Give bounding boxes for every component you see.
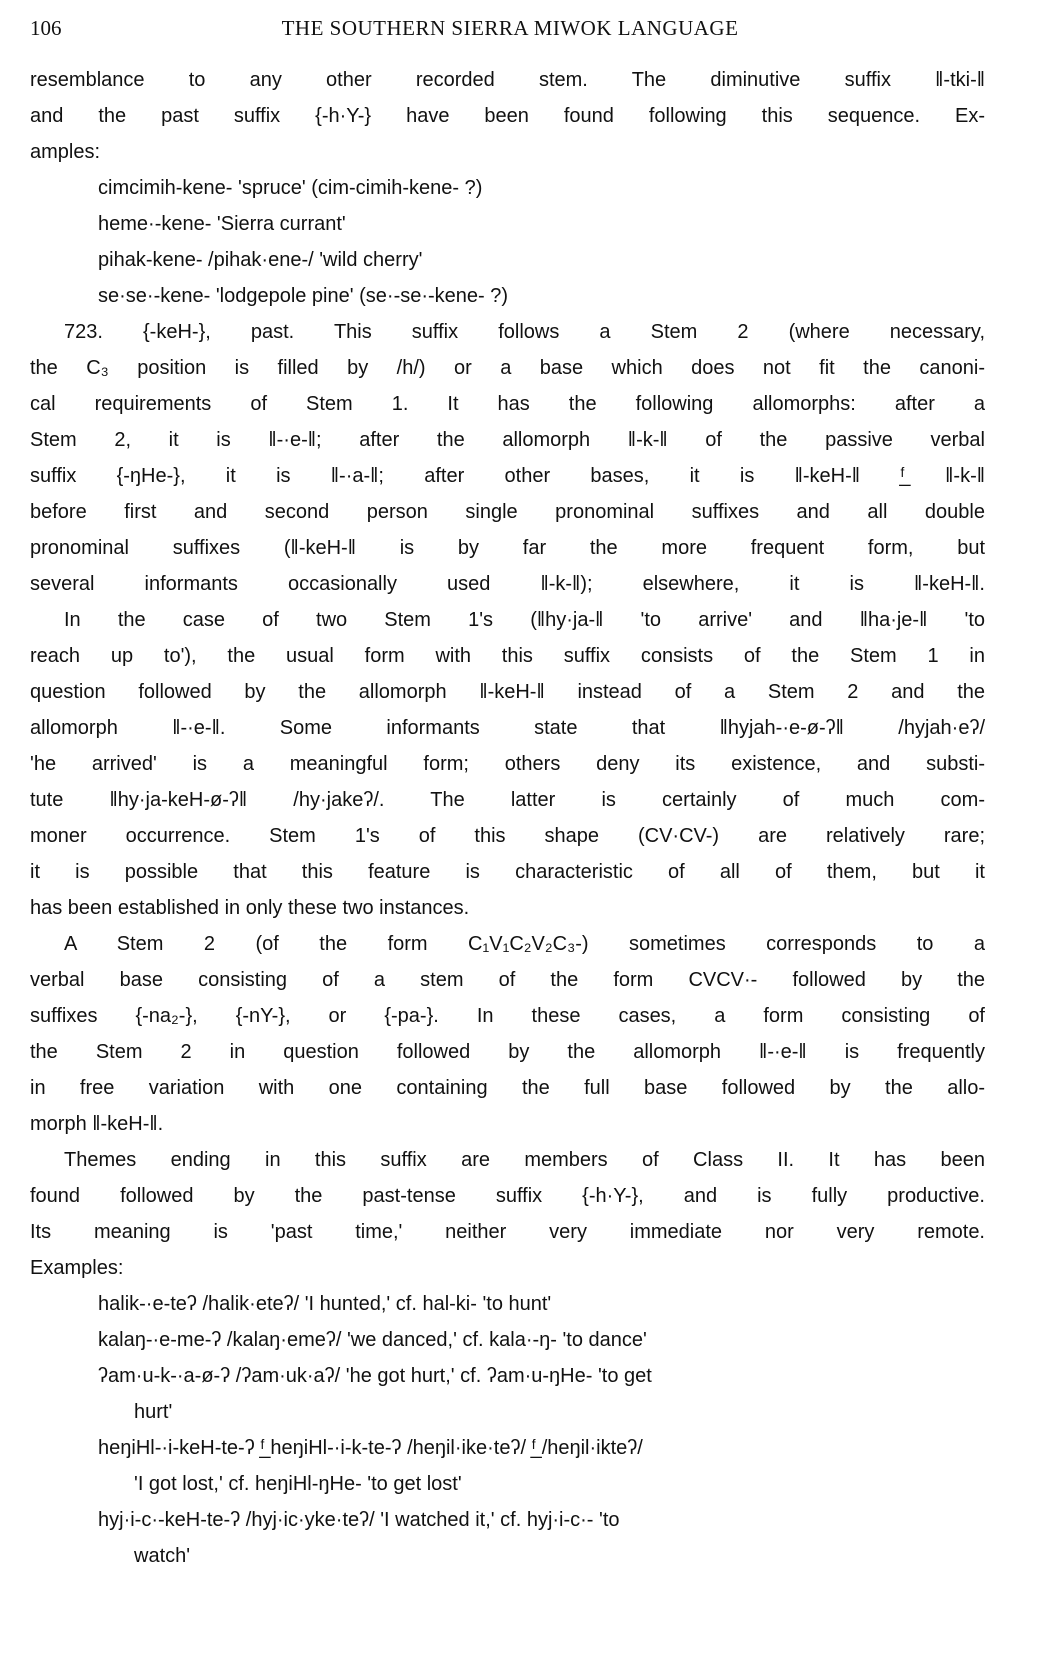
text-line: 723. {-keH-}, past. This suffix follows a Stem 2 (where necessary, [64,321,985,343]
text-line: ʔam·u-k-·a-ø-ʔ /ʔam·uk·aʔ/ 'he got hurt,' cf. ʔam·u-ŋHe- 'to get [98,1365,652,1387]
text-line: reach up to'), the usual form with this suffix consists of the Stem 1 in [30,645,985,667]
text-line: suffix {-ŋHe-}, it is ‖-·a-‖; after other bases, it is ‖-keH-‖ ᶠ̲ ‖-k-‖ [30,465,985,487]
text-line: heŋiHl-·i-keH-te-ʔ ᶠ̲ heŋiHl-·i-k-te-ʔ /heŋil·ike·teʔ/ ᶠ̲ /heŋil·ikteʔ/ [98,1437,643,1459]
text-line: 'I got lost,' cf. heŋiHl-ŋHe- 'to get lost' [134,1473,462,1495]
text-line: found followed by the past-tense suffix {-h·Y-}, and is fully productive. [30,1185,985,1207]
text-line: cal requirements of Stem 1. It has the following allomorphs: after a [30,393,985,415]
text-line: cimcimih-kene- 'spruce' (cim-cimih-kene- ?) [98,177,483,199]
text-line: pihak-kene- /pihak·ene-/ 'wild cherry' [98,249,423,271]
text-line: watch' [134,1545,191,1567]
page-header [30,16,990,46]
text-line: question followed by the allomorph ‖-keH-‖ instead of a Stem 2 and the [30,681,985,703]
text-line: before first and second person single pronominal suffixes and all double [30,501,985,523]
text-line: se·se·-kene- 'lodgepole pine' (se·-se·-kene- ?) [98,285,509,307]
text-line: kalaŋ-·e-me-ʔ /kalaŋ·emeʔ/ 'we danced,' cf. kala·-ŋ- 'to dance' [98,1329,647,1351]
text-line: suffixes {-na₂-}, {-nY-}, or {-pa-}. In these cases, a form consisting of [30,1005,985,1027]
text-line: amples: [30,141,101,163]
text-line: moner occurrence. Stem 1's of this shape (CV·CV-) are relatively rare; [30,825,985,847]
text-line: verbal base consisting of a stem of the form CVCV·- followed by the [30,969,985,991]
page-number: 106 [30,16,62,40]
text-line: Its meaning is 'past time,' neither very immediate nor very remote. [30,1221,985,1243]
text-line: In the case of two Stem 1's (‖hy·ja-‖ 'to arrive' and ‖ha·je-‖ 'to [64,609,985,631]
text-line: hurt' [134,1401,173,1423]
text-line: allomorph ‖-·e-‖. Some informants state that ‖hyjah-·e-ø-ʔ‖ /hyjah·eʔ/ [30,717,985,739]
text-line: pronominal suffixes (‖-keH-‖ is by far the more frequent form, but [30,537,985,559]
text-line: in free variation with one containing the full base followed by the allo- [30,1077,985,1099]
text-line: Stem 2, it is ‖-·e-‖; after the allomorph ‖-k-‖ of the passive verbal [30,429,985,451]
text-line: hyj·i-c·-keH-te-ʔ /hyj·ic·yke·teʔ/ 'I watched it,' cf. hyj·i-c·- 'to [98,1509,620,1531]
text-line: heme·-kene- 'Sierra currant' [98,213,346,235]
text-line: resemblance to any other recorded stem. The diminutive suffix ‖-tki-‖ [30,69,985,91]
text-line: the Stem 2 in question followed by the allomorph ‖-·e-‖ is frequently [30,1041,985,1063]
text-line: Themes ending in this suffix are members of Class II. It has been [64,1149,985,1171]
text-line: and the past suffix {-h·Y-} have been found following this sequence. Ex- [30,105,985,127]
text-line: Examples: [30,1257,124,1279]
running-title: THE SOUTHERN SIERRA MIWOK LANGUAGE [281,16,739,40]
text-line: has been established in only these two instances. [30,897,470,919]
text-line: halik-·e-teʔ /halik·eteʔ/ 'I hunted,' cf. hal-ki- 'to hunt' [98,1293,552,1315]
body-text [30,62,985,1574]
text-line: tute ‖hy·ja-keH-ø-ʔ‖ /hy·jakeʔ/. The latter is certainly of much com- [30,789,985,811]
text-line: it is possible that this feature is characteristic of all of them, but it [30,861,985,883]
text-line: 'he arrived' is a meaningful form; others deny its existence, and substi- [30,753,985,775]
text-line: A Stem 2 (of the form C₁V₁C₂V₂C₃-) sometimes corresponds to a [64,933,985,955]
text-line: several informants occasionally used ‖-k-‖); elsewhere, it is ‖-keH-‖. [30,573,985,595]
text-line: the C₃ position is filled by /h/) or a base which does not fit the canoni- [30,357,985,379]
text-line: morph ‖-keH-‖. [30,1113,164,1135]
